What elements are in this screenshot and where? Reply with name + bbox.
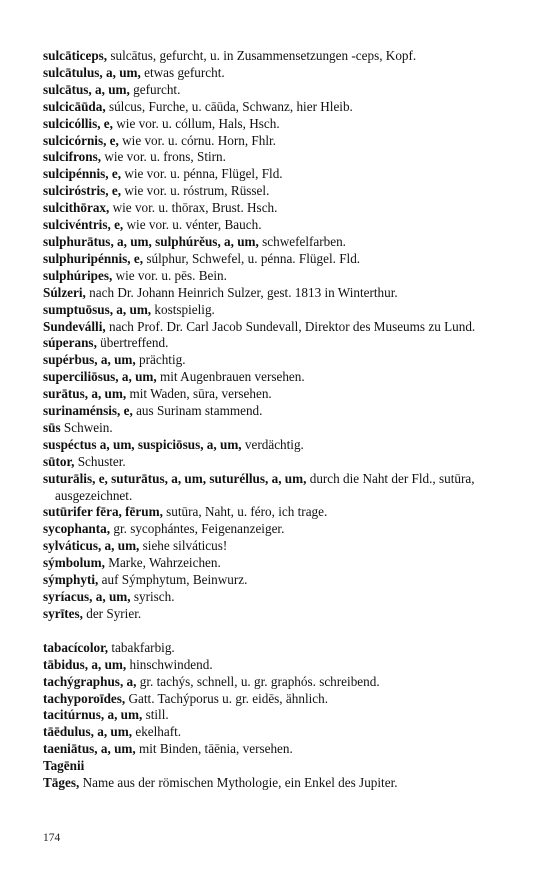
entry-definition: wie vor. u. vénter, Bauch. xyxy=(126,217,262,233)
entry-term: sutūrifer fēra, fērum, xyxy=(43,504,163,520)
dictionary-entry xyxy=(43,606,513,623)
dictionary-entry xyxy=(43,589,513,606)
entry-definition: verdächtig. xyxy=(244,436,304,452)
entry-definition: kostspielig. xyxy=(154,301,215,317)
dictionary-entry xyxy=(43,116,513,133)
entry-definition: durch die Naht der Fld., sutūra, ausgezeichnet. xyxy=(55,470,475,503)
entry-term: tabacícolor, xyxy=(43,639,109,655)
dictionary-entry xyxy=(43,268,513,285)
dictionary-entry xyxy=(43,352,513,369)
dictionary-entry xyxy=(43,386,513,403)
entry-definition: syrisch. xyxy=(133,589,175,604)
entry-term: sulcipénnis, e, xyxy=(43,166,122,182)
entry-definition: schwefelfarben. xyxy=(262,233,346,249)
dictionary-entry xyxy=(43,775,513,792)
dictionary-entry xyxy=(43,640,513,657)
entry-definition: Name aus der römischen Mythologie, ein Enkel des Jupiter. xyxy=(82,775,398,791)
dictionary-entry xyxy=(43,234,513,251)
dictionary-entry xyxy=(43,82,513,99)
entry-term: supérbus, a, um, xyxy=(43,352,136,368)
entry-definition: übertreffend. xyxy=(100,335,169,351)
entry-term: súperans, xyxy=(43,335,97,351)
entry-term: Súlzeri, xyxy=(43,284,86,300)
entry-term: tacitúrnus, a, um, xyxy=(43,707,143,723)
entry-definition: der Syrier. xyxy=(86,605,142,621)
entry-term: tachyporoīdes, xyxy=(43,690,126,706)
entry-definition: still. xyxy=(145,707,169,723)
entry-term: Tāges, xyxy=(43,775,80,791)
dictionary-entry xyxy=(43,707,513,724)
entry-definition: wie vor. u. frons, Stirn. xyxy=(104,149,226,165)
dictionary-entry xyxy=(43,420,513,437)
dictionary-entry xyxy=(43,99,513,116)
entry-term: superciliōsus, a, um, xyxy=(43,369,157,385)
page-number: 174 xyxy=(43,832,61,844)
entry-definition: mit Binden, tāēnia, versehen. xyxy=(138,741,293,757)
entries-block-t xyxy=(43,640,513,792)
entry-term: taeniātus, a, um, xyxy=(43,741,136,757)
dictionary-entry xyxy=(43,183,513,200)
entry-definition: hinschwindend. xyxy=(129,656,213,672)
dictionary-entry xyxy=(43,538,513,555)
entry-definition: Schuster. xyxy=(77,453,126,469)
entry-definition: sulcātus, gefurcht, u. in Zusammensetzungen -ceps, Kopf. xyxy=(110,48,417,63)
entry-term: sulcāticeps, xyxy=(43,48,108,63)
entry-definition: siehe silváticus! xyxy=(142,538,228,554)
entry-term: Sundeválli, xyxy=(43,318,106,334)
dictionary-entry xyxy=(43,251,513,268)
dictionary-entry xyxy=(43,319,513,336)
entry-definition: mit Augenbrauen versehen. xyxy=(160,369,305,385)
entry-term: Tagēnii xyxy=(43,758,85,774)
dictionary-entry xyxy=(43,166,513,183)
entry-definition: mit Waden, sūra, versehen. xyxy=(129,386,272,402)
entry-definition: ekelhaft. xyxy=(135,724,182,740)
dictionary-entry xyxy=(43,369,513,386)
entry-term: tābidus, a, um, xyxy=(43,656,127,672)
entry-term: sūs xyxy=(43,419,61,435)
entry-definition: prächtig. xyxy=(139,352,186,368)
entry-term: tāēdulus, a, um, xyxy=(43,724,133,740)
entry-definition: wie vor. u. pēs. Bein. xyxy=(115,267,227,283)
dictionary-entry xyxy=(43,454,513,471)
entry-definition: wie vor. u. róstrum, Rüssel. xyxy=(124,183,270,199)
entry-term: sulcātus, a, um, xyxy=(43,81,130,97)
dictionary-entry xyxy=(43,572,513,589)
entry-term: sulciróstris, e, xyxy=(43,183,122,199)
entry-term: sulphúripes, xyxy=(43,267,113,283)
dictionary-entry xyxy=(43,758,513,775)
dictionary-entry xyxy=(43,471,513,505)
entry-definition: wie vor. u. pénna, Flügel, Fld. xyxy=(124,166,283,182)
dictionary-entry xyxy=(43,133,513,150)
dictionary-page xyxy=(43,48,513,792)
entry-term: sulcātulus, a, um, xyxy=(43,64,141,80)
entry-term: sulcivéntris, e, xyxy=(43,217,124,233)
entry-term: tachýgraphus, a, xyxy=(43,673,137,689)
entry-definition: Schwein. xyxy=(63,419,113,435)
dictionary-entry xyxy=(43,149,513,166)
entry-definition: gr. tachýs, schnell, u. gr. graphós. schreibend. xyxy=(139,673,380,689)
dictionary-entry xyxy=(43,521,513,538)
entry-term: sýmbolum, xyxy=(43,555,105,571)
dictionary-entry xyxy=(43,741,513,758)
dictionary-entry xyxy=(43,48,513,65)
dictionary-entry xyxy=(43,403,513,420)
entry-definition: aus Surinam stammend. xyxy=(136,403,263,419)
dictionary-entry xyxy=(43,200,513,217)
dictionary-entry xyxy=(43,285,513,302)
entry-definition: súlcus, Furche, u. cāūda, Schwanz, hier Hleib. xyxy=(108,98,353,114)
entry-term: surātus, a, um, xyxy=(43,386,127,402)
entry-definition: wie vor. u. thōrax, Brust. Hsch. xyxy=(112,200,278,216)
entry-term: sulphurātus, a, um, sulphúrěus, a, um, xyxy=(43,233,259,249)
entry-definition: gr. sycophántes, Feigenanzeiger. xyxy=(113,521,285,537)
entry-term: syrītes, xyxy=(43,605,83,621)
dictionary-entry xyxy=(43,65,513,82)
dictionary-entry xyxy=(43,302,513,319)
entries-block-s xyxy=(43,48,513,623)
entry-term: surinaménsis, e, xyxy=(43,403,133,419)
entry-definition: auf Sýmphytum, Beinwurz. xyxy=(101,572,248,588)
entry-term: sulcicāūda, xyxy=(43,98,106,114)
entry-definition: nach Prof. Dr. Carl Jacob Sundevall, Direktor des Museums zu Lund. xyxy=(108,318,476,334)
dictionary-entry xyxy=(43,555,513,572)
entry-definition: tabakfarbig. xyxy=(111,639,175,655)
dictionary-entry xyxy=(43,335,513,352)
entry-definition: nach Dr. Johann Heinrich Sulzer, gest. 1813 in Winterthur. xyxy=(89,284,398,300)
entry-definition: súlphur, Schwefel, u. pénna. Flügel. Fld. xyxy=(146,250,361,266)
dictionary-entry xyxy=(43,674,513,691)
entry-term: suspéctus a, um, suspiciōsus, a, um, xyxy=(43,436,242,452)
dictionary-entry xyxy=(43,217,513,234)
dictionary-entry xyxy=(43,504,513,521)
entry-term: sylváticus, a, um, xyxy=(43,538,140,554)
entry-definition: Marke, Wahrzeichen. xyxy=(108,555,221,571)
entry-definition: etwas gefurcht. xyxy=(144,64,225,80)
dictionary-entry xyxy=(43,691,513,708)
entry-term: sulcifrons, xyxy=(43,149,102,165)
entry-term: sūtor, xyxy=(43,453,75,469)
entry-term: sulcithōrax, xyxy=(43,200,110,216)
entry-definition: gefurcht. xyxy=(133,81,181,97)
entry-term: sumptuōsus, a, um, xyxy=(43,301,152,317)
entry-definition: sutūra, Naht, u. féro, ich trage. xyxy=(166,504,328,520)
entry-definition: Gatt. Tachýporus u. gr. eidēs, ähnlich. xyxy=(128,690,329,706)
dictionary-entry xyxy=(43,437,513,454)
entry-term: sulcicóllis, e, xyxy=(43,115,113,131)
entry-term: suturālis, e, suturātus, a, um, suturéllus, a, um, xyxy=(43,470,307,486)
section-gap xyxy=(43,623,513,640)
entry-term: sýmphyti, xyxy=(43,572,99,588)
entry-term: syríacus, a, um, xyxy=(43,589,131,604)
entry-definition: wie vor. u. córnu. Horn, Fhlr. xyxy=(122,132,276,148)
entry-definition: wie vor. u. cóllum, Hals, Hsch. xyxy=(116,115,280,131)
entry-term: sycophanta, xyxy=(43,521,111,537)
dictionary-entry xyxy=(43,724,513,741)
entry-term: sulcicórnis, e, xyxy=(43,132,119,148)
entry-term: sulphuripénnis, e, xyxy=(43,250,144,266)
dictionary-entry xyxy=(43,657,513,674)
